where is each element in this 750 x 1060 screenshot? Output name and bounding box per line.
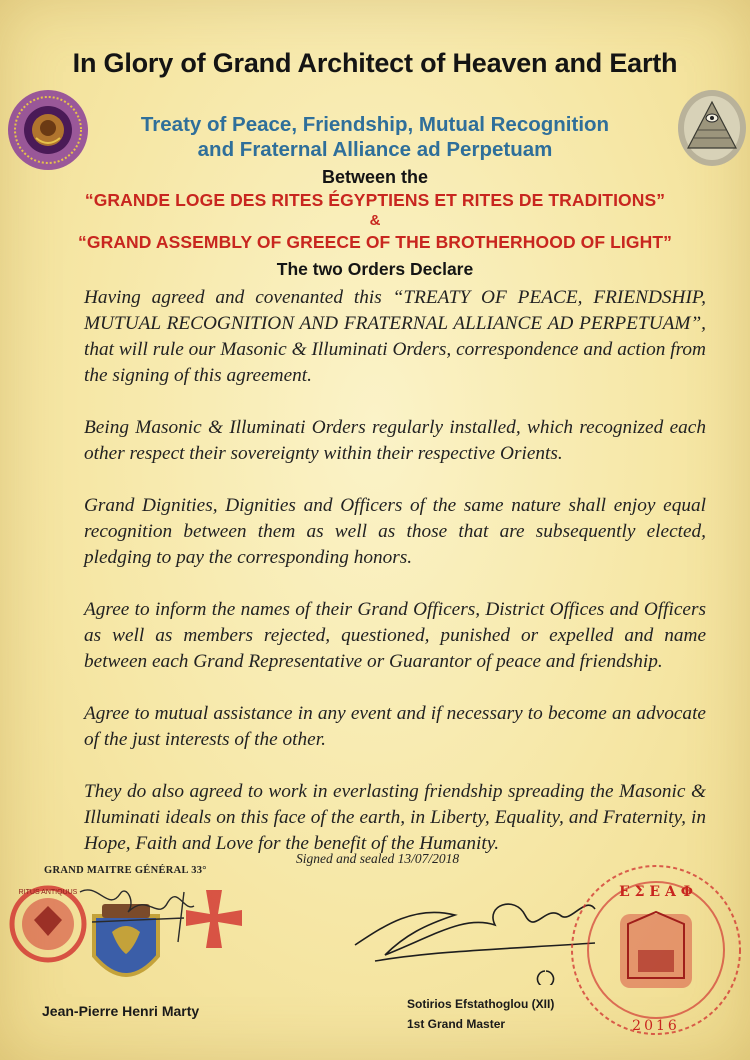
party-b-name: “GRAND ASSEMBLY OF GREECE OF THE BROTHERHOOD OF LIGHT” (78, 232, 672, 252)
right-signatory-name: Sotirios Efstathoglou (XII) (407, 997, 555, 1011)
left-signatory-title: GRAND MAITRE GÉNÉRAL 33° (44, 865, 207, 876)
left-seals-signature (8, 872, 258, 1000)
treaty-paragraph-2: Being Masonic & Illuminati Orders regularly installed, which recognized each other respect their sovereignty within their respective Orients. (84, 417, 706, 464)
heraldic-shield (94, 904, 158, 975)
party-a-name: “GRANDE LOGE DES RITES ÉGYPTIENS ET RITES DE TRADITIONS” (84, 190, 666, 210)
treaty-title-line-1: Treaty of Peace, Friendship, Mutual Recognition (140, 113, 610, 136)
ritus-antiquus-seal (12, 888, 84, 960)
signed-sealed-date: Signed and sealed 13/07/2018 (296, 851, 460, 866)
stamp-greek-letters: Ε Σ Ε Α Φ (619, 884, 693, 900)
treaty-paragraph-6: They do also agreed to work in everlasting friendship spreading the Masonic & Illuminati ideals on this face of the earth, in Liberty, Equality, and Fraternity, in Hope, Faith and Love for the benefit of the Humanity. (84, 781, 706, 854)
red-cross-emblem (186, 890, 242, 948)
treaty-title-line-2: and Fraternal Alliance ad Perpetuam (197, 138, 553, 161)
treaty-paragraph-4: Agree to inform the names of their Grand Officers, District Offices and Officers as well as members rejected, questioned, punished or expelled and name between each Grand Representative or Guarantor of peace and friendship. (84, 599, 706, 672)
between-heading: Between the (321, 167, 429, 187)
right-signatory-title: 1st Grand Master (407, 1017, 506, 1031)
treaty-paragraph-5: Agree to mutual assistance in any event and if necessary to become an advocate of the just interests of the other. (84, 703, 706, 750)
document-main-title: In Glory of Grand Architect of Heaven and Earth (72, 48, 678, 78)
eye-pyramid-medallion (676, 88, 748, 168)
stamp-year: 2016 (632, 1018, 680, 1034)
left-signatory-name: Jean-Pierre Henri Marty (42, 1003, 200, 1019)
right-signatory (407, 994, 554, 1034)
treaty-title (80, 112, 670, 162)
left-seal-ring-text: RITUS ANTIQUUS (18, 889, 78, 896)
declare-heading: The two Orders Declare (276, 259, 474, 279)
greek-assembly-stamp (568, 862, 744, 1038)
treaty-paragraph-3: Grand Dignities, Dignities and Officers of the same nature shall enjoy equal recognition between them as well as those that are subsequently elected, pledging to pay the corresponding honors. (84, 495, 706, 568)
treaty-body (84, 285, 706, 857)
treaty-paragraph-1: Having agreed and covenanted this “TREATY OF PEACE, FRIENDSHIP, MUTUAL RECOGNITION AND FRATERNAL ALLIANCE AD PERPETUAM”, that will rule our Masonic & Illuminati Orders, correspondence and action from the signing of this agreement. (84, 287, 706, 386)
lodge-seal-emblem (6, 88, 90, 172)
party-ampersand: & (369, 212, 381, 229)
